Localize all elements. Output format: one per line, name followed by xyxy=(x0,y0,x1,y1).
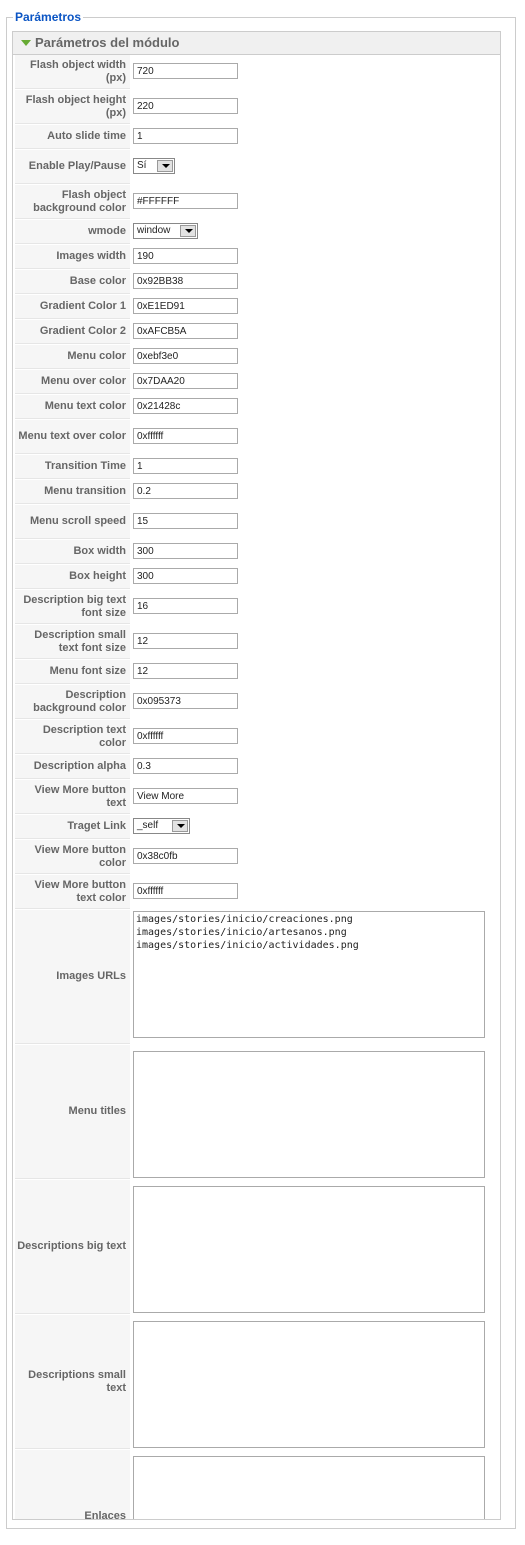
wmode-value: window xyxy=(137,225,171,236)
enlaces-textarea[interactable] xyxy=(133,1456,485,1520)
menu-color-input[interactable] xyxy=(133,348,238,364)
flash-width-input[interactable] xyxy=(133,63,238,79)
label-target-link: Traget Link xyxy=(15,815,130,839)
label-base-color: Base color xyxy=(15,270,130,294)
label-gradient1: Gradient Color 1 xyxy=(15,295,130,319)
row-target-link xyxy=(13,815,500,839)
row-desc-small-text xyxy=(13,1315,500,1449)
label-view-more-text: View More button text xyxy=(15,780,130,814)
row-menu-text-over xyxy=(13,420,500,454)
wmode-select[interactable] xyxy=(133,223,198,239)
label-transition-time: Transition Time xyxy=(15,455,130,479)
row-menu-color xyxy=(13,345,500,369)
row-base-color xyxy=(13,270,500,294)
row-menu-over xyxy=(13,370,500,394)
label-images-width: Images width xyxy=(15,245,130,269)
label-menu-color: Menu color xyxy=(15,345,130,369)
row-view-more-color xyxy=(13,840,500,874)
module-parameters-panel xyxy=(12,31,501,1520)
row-gradient1 xyxy=(13,295,500,319)
row-box-height xyxy=(13,565,500,589)
label-flash-width: Flash object width (px) xyxy=(15,55,130,89)
row-enlaces xyxy=(13,1450,500,1520)
label-view-more-color: View More button color xyxy=(15,840,130,874)
view-more-tcolor-input[interactable] xyxy=(133,883,238,899)
desc-big-text-textarea[interactable] xyxy=(133,1186,485,1313)
row-desc-small-font xyxy=(13,625,500,659)
box-width-input[interactable] xyxy=(133,543,238,559)
label-desc-small-text: Descriptions small text xyxy=(15,1315,130,1449)
chevron-down-icon[interactable] xyxy=(172,820,188,832)
row-view-more-text xyxy=(13,780,500,814)
target-link-select[interactable] xyxy=(133,818,190,834)
row-desc-text-color xyxy=(13,720,500,754)
label-play-pause: Enable Play/Pause xyxy=(15,150,130,184)
label-view-more-tcolor: View More button text color xyxy=(15,875,130,909)
label-box-height: Box height xyxy=(15,565,130,589)
row-menu-font xyxy=(13,660,500,684)
row-menu-text xyxy=(13,395,500,419)
menu-font-input[interactable] xyxy=(133,663,238,679)
row-desc-big-text xyxy=(13,1180,500,1314)
images-width-input[interactable] xyxy=(133,248,238,264)
label-menu-text: Menu text color xyxy=(15,395,130,419)
label-desc-text-color: Description text color xyxy=(15,720,130,754)
desc-big-font-input[interactable] xyxy=(133,598,238,614)
label-wmode: wmode xyxy=(15,220,130,244)
desc-small-font-input[interactable] xyxy=(133,633,238,649)
label-auto-slide: Auto slide time xyxy=(15,125,130,149)
row-menu-scroll xyxy=(13,505,500,539)
label-box-width: Box width xyxy=(15,540,130,564)
view-more-text-input[interactable] xyxy=(133,788,238,804)
label-desc-big-text: Descriptions big text xyxy=(15,1180,130,1314)
row-desc-bg xyxy=(13,685,500,719)
panel-toggle-header[interactable] xyxy=(13,32,500,55)
label-images-urls: Images URLs xyxy=(15,910,130,1044)
box-height-input[interactable] xyxy=(133,568,238,584)
images-urls-textarea[interactable] xyxy=(133,911,485,1038)
chevron-down-icon[interactable] xyxy=(180,225,196,237)
row-auto-slide xyxy=(13,125,500,149)
desc-bg-input[interactable] xyxy=(133,693,238,709)
row-wmode xyxy=(13,220,500,244)
row-images-width xyxy=(13,245,500,269)
flash-height-input[interactable] xyxy=(133,98,238,114)
bg-color-input[interactable] xyxy=(133,193,238,209)
menu-titles-textarea[interactable] xyxy=(133,1051,485,1178)
transition-time-input[interactable] xyxy=(133,458,238,474)
row-menu-transition xyxy=(13,480,500,504)
play-pause-select[interactable] xyxy=(133,158,175,174)
label-menu-titles: Menu titles xyxy=(15,1045,130,1179)
play-pause-value: Sí xyxy=(137,160,147,171)
label-menu-over: Menu over color xyxy=(15,370,130,394)
row-box-width xyxy=(13,540,500,564)
expand-triangle-icon xyxy=(21,40,31,46)
row-bg-color xyxy=(13,185,500,219)
menu-transition-input[interactable] xyxy=(133,483,238,499)
desc-alpha-input[interactable] xyxy=(133,758,238,774)
label-desc-alpha: Description alpha xyxy=(15,755,130,779)
row-transition-time xyxy=(13,455,500,479)
row-gradient2 xyxy=(13,320,500,344)
label-desc-small-font: Description small text font size xyxy=(15,625,130,659)
row-flash-width xyxy=(13,55,500,89)
row-menu-titles xyxy=(13,1045,500,1179)
label-menu-transition: Menu transition xyxy=(15,480,130,504)
gradient1-input[interactable] xyxy=(133,298,238,314)
row-desc-big-font xyxy=(13,590,500,624)
view-more-color-input[interactable] xyxy=(133,848,238,864)
auto-slide-input[interactable] xyxy=(133,128,238,144)
menu-text-input[interactable] xyxy=(133,398,238,414)
label-desc-bg: Description background color xyxy=(15,685,130,719)
row-view-more-tcolor xyxy=(13,875,500,909)
row-play-pause xyxy=(13,150,500,184)
label-gradient2: Gradient Color 2 xyxy=(15,320,130,344)
row-images-urls xyxy=(13,910,500,1044)
label-menu-font: Menu font size xyxy=(15,660,130,684)
base-color-input[interactable] xyxy=(133,273,238,289)
menu-text-over-input[interactable] xyxy=(133,428,238,444)
target-link-value: _self xyxy=(137,820,159,831)
label-flash-height: Flash object height (px) xyxy=(15,90,130,124)
label-menu-scroll: Menu scroll speed xyxy=(15,505,130,539)
chevron-down-icon[interactable] xyxy=(157,160,173,172)
parameters-form xyxy=(13,55,500,1520)
desc-text-color-input[interactable] xyxy=(133,728,238,744)
menu-over-input[interactable] xyxy=(133,373,238,389)
menu-scroll-input[interactable] xyxy=(133,513,238,529)
gradient2-input[interactable] xyxy=(133,323,238,339)
label-bg-color: Flash object background color xyxy=(15,185,130,219)
row-flash-height xyxy=(13,90,500,124)
label-desc-big-font: Description big text font size xyxy=(15,590,130,624)
row-desc-alpha xyxy=(13,755,500,779)
label-enlaces: Enlaces xyxy=(15,1450,130,1520)
panel-title: Parámetros del módulo xyxy=(35,35,180,50)
label-menu-text-over: Menu text over color xyxy=(15,420,130,454)
fieldset-legend: Parámetros xyxy=(15,10,82,24)
desc-small-text-textarea[interactable] xyxy=(133,1321,485,1448)
